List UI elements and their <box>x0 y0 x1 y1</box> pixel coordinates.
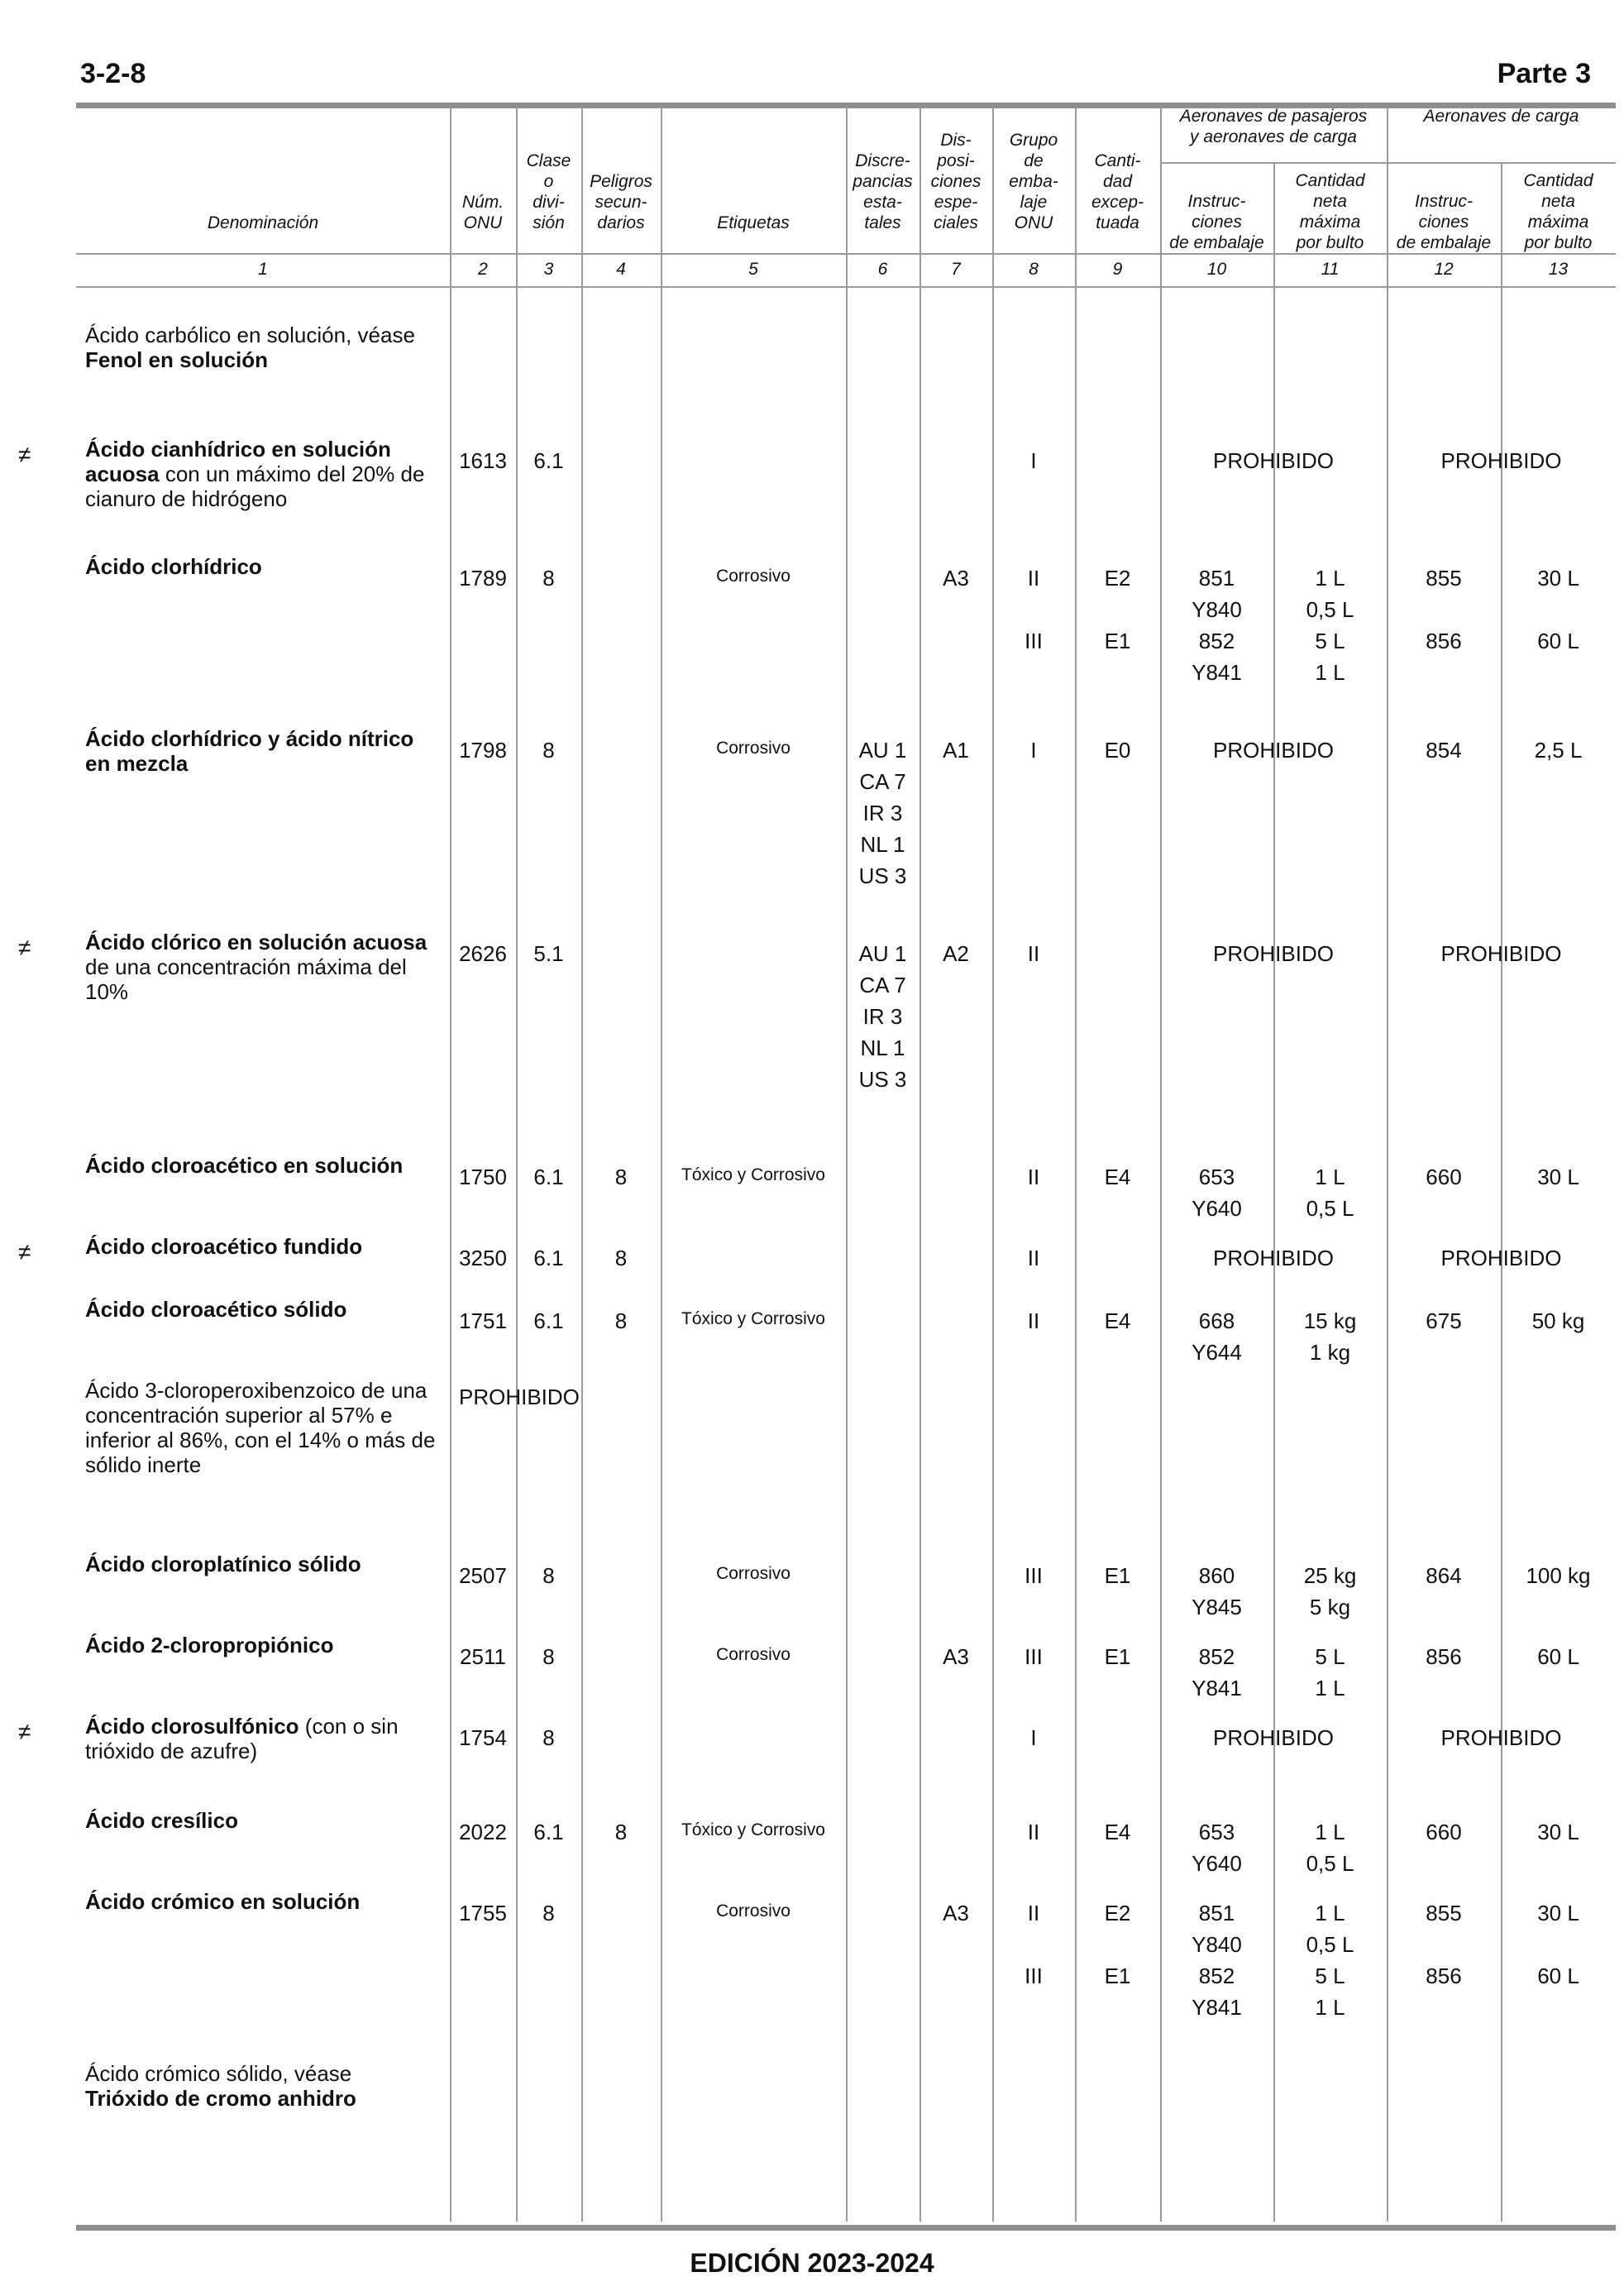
state-variations-line: CA 7 <box>859 973 906 997</box>
packing-instruction-passenger <box>1160 1560 1273 1623</box>
prohibido-label: PROHIBIDO <box>459 1385 580 1409</box>
class-division: 8 <box>542 1901 555 1925</box>
hazard-label: Tóxico y Corrosivo <box>681 1165 825 1184</box>
header-cantidad-neta-carga-line: neta <box>1541 192 1575 211</box>
prohibido-cargo: PROHIBIDO <box>1440 1725 1562 1750</box>
entry-name <box>85 1552 442 1576</box>
packing-instruction-passenger-line: 852 <box>1198 629 1235 653</box>
class-division: 5.1 <box>533 941 564 966</box>
entry-name <box>85 1378 442 1477</box>
entry-name <box>85 1714 442 1763</box>
max-net-quantity-passenger-line: 1 L <box>1315 1165 1345 1189</box>
entry-name-bold: Ácido cloroplatínico sólido <box>85 1552 361 1576</box>
entry-name <box>85 930 442 1004</box>
packing-instruction-cargo: 660 <box>1426 1820 1462 1844</box>
packing-group: II <box>1027 1820 1040 1844</box>
class-division: 6.1 <box>533 1308 564 1333</box>
header-instrucciones-pas-line: Instruc- <box>1187 192 1246 211</box>
header-cantidad-exceptuada-line: tuada <box>1096 213 1139 232</box>
header-peligros-line: secun- <box>595 193 647 212</box>
entry-name <box>85 323 442 372</box>
class-division: 8 <box>542 566 555 591</box>
column-number: 7 <box>951 260 961 279</box>
header-peligros <box>581 162 661 233</box>
class-division: 8 <box>542 1563 555 1588</box>
header-cantidad-neta-carga-line: por bulto <box>1524 233 1593 252</box>
header-num-onu <box>450 165 516 233</box>
header-grupo <box>992 117 1075 233</box>
max-net-quantity-passenger <box>1273 1305 1387 1368</box>
max-net-quantity-cargo: 30 L <box>1537 566 1579 591</box>
entry-name-bold: Ácido clorhídrico <box>85 554 262 579</box>
packing-instruction-cargo: 856 <box>1426 1644 1462 1669</box>
state-variations-line: AU 1 <box>858 738 907 763</box>
header-cantidad-neta-pas-line: neta <box>1313 192 1347 211</box>
max-net-quantity-passenger-line: 5 L <box>1315 1964 1345 1988</box>
column-number: 2 <box>478 260 488 279</box>
packing-group: II <box>1027 1901 1040 1925</box>
excepted-quantity: E1 <box>1104 629 1131 653</box>
state-variations-line: US 3 <box>858 863 907 888</box>
state-variations-line: CA 7 <box>859 769 906 794</box>
packing-instruction-passenger <box>1160 1816 1273 1879</box>
subsidiary-hazard: 8 <box>614 1246 628 1270</box>
state-variations-line: NL 1 <box>860 832 905 857</box>
entry-name-text: de una concentración máxima del 10% <box>85 954 407 1004</box>
packing-group: III <box>1025 629 1043 653</box>
class-division: 6.1 <box>533 448 564 473</box>
max-net-quantity-passenger-line: 0,5 L <box>1306 1196 1354 1221</box>
packing-instruction-cargo: 854 <box>1426 738 1462 763</box>
entry-name-bold: Ácido cianhídrico en solución acuosa <box>85 437 391 486</box>
column-number: 1 <box>258 260 268 279</box>
header-disposiciones-line: ciones <box>930 172 982 191</box>
max-net-quantity-passenger-line: 5 L <box>1315 1644 1345 1669</box>
class-division: 6.1 <box>533 1820 564 1844</box>
state-variations-line: AU 1 <box>858 941 907 966</box>
header-discrepancias <box>846 141 919 233</box>
entry-name <box>85 1153 442 1178</box>
header-etiquetas <box>661 165 846 233</box>
entry-name-bold: Ácido clórico en solución acuosa <box>85 930 427 954</box>
column-number: 6 <box>877 260 888 279</box>
class-division: 8 <box>542 1644 555 1669</box>
prohibido-passenger: PROHIBIDO <box>1213 738 1334 763</box>
max-net-quantity-passenger-line: 1 L <box>1315 1995 1345 2020</box>
packing-instruction-cargo: 660 <box>1426 1165 1462 1189</box>
header-peligros-line: Peligros <box>590 172 652 191</box>
packing-group: II <box>1027 1165 1040 1189</box>
entry-name <box>85 1808 442 1833</box>
packing-group: III <box>1025 1964 1043 1988</box>
class-division: 8 <box>542 738 555 763</box>
packing-group: II <box>1027 1246 1040 1270</box>
max-net-quantity-passenger-line: 5 kg <box>1309 1595 1351 1619</box>
un-number: 1613 <box>459 448 507 473</box>
entry-name-bold: Ácido clorosulfónico <box>85 1714 299 1739</box>
max-net-quantity-passenger-line: 25 kg <box>1303 1563 1357 1588</box>
header-grupo-line: de <box>1024 151 1044 170</box>
max-net-quantity-passenger-line: 1 kg <box>1309 1340 1351 1365</box>
column-number: 5 <box>748 260 758 279</box>
header-discrepancias-line: esta- <box>863 193 902 212</box>
header-cantidad-neta-pas-line: por bulto <box>1296 233 1364 252</box>
packing-instruction-passenger-line: 851 <box>1198 1901 1235 1925</box>
max-net-quantity-passenger-line: 5 L <box>1315 629 1345 653</box>
entry-name <box>85 2061 442 2111</box>
entry-name-text: con un máximo del 20% de cianuro de hidrógeno <box>85 462 425 511</box>
header-denominacion <box>76 165 450 233</box>
max-net-quantity-passenger <box>1273 1816 1387 1879</box>
hazard-label: Corrosivo <box>716 1901 791 1921</box>
max-net-quantity-passenger <box>1273 562 1387 625</box>
entry-name-bold: Ácido cloroacético sólido <box>85 1297 347 1322</box>
max-net-quantity-passenger-line: 0,5 L <box>1306 1932 1354 1957</box>
hazard-label: Tóxico y Corrosivo <box>681 1309 825 1328</box>
header-cantidad-exceptuada-line: dad <box>1102 172 1133 191</box>
header-disposiciones <box>919 117 992 233</box>
entry-name <box>85 1633 442 1657</box>
header-disposiciones-line: ciales <box>934 213 978 232</box>
entry-name-reference: Trióxido de cromo anhidro <box>85 2086 356 2111</box>
entry-name-text: Ácido crómico sólido, véase <box>85 2061 352 2086</box>
header-cantidad-neta-carga-line: Cantidad <box>1523 171 1593 190</box>
header-discrepancias-line: Discre- <box>855 151 910 170</box>
packing-group: I <box>1030 1725 1037 1750</box>
page-number: 3-2-8 <box>80 58 146 89</box>
entry-name-text: (con o sin trióxido de azufre) <box>85 1714 399 1763</box>
column-number: 11 <box>1321 260 1340 279</box>
column-number: 4 <box>616 260 626 279</box>
subsidiary-hazard: 8 <box>614 1165 628 1189</box>
hazard-label: Tóxico y Corrosivo <box>681 1820 825 1839</box>
packing-instruction-cargo: 856 <box>1426 1964 1462 1988</box>
prohibido-passenger: PROHIBIDO <box>1213 1246 1334 1270</box>
packing-instruction-passenger-line: 852 <box>1198 1964 1235 1988</box>
state-variations-line: IR 3 <box>862 1004 903 1029</box>
edition-footer: EDICIÓN 2023-2024 <box>690 2248 934 2278</box>
packing-instruction-passenger-line: Y845 <box>1192 1595 1242 1619</box>
header-denominacion-line: Denominación <box>207 213 319 232</box>
entry-name <box>85 1889 442 1914</box>
header-cantidad-exceptuada-line: Canti- <box>1094 151 1141 170</box>
hazard-label: Corrosivo <box>716 1564 791 1583</box>
special-provision: A3 <box>943 566 969 591</box>
entry-name-bold: Ácido cloroacético fundido <box>85 1234 363 1259</box>
max-net-quantity-cargo: 2,5 L <box>1534 738 1583 763</box>
packing-instruction-passenger-line: Y840 <box>1192 597 1242 622</box>
header-clase-line: divi- <box>533 193 565 212</box>
packing-group: II <box>1027 1308 1040 1333</box>
subsidiary-hazard: 8 <box>614 1308 628 1333</box>
packing-instruction-passenger-line: 653 <box>1198 1165 1235 1189</box>
entry-name-bold: Ácido cresílico <box>85 1808 238 1833</box>
change-mark: ≠ <box>18 1239 31 1265</box>
change-mark: ≠ <box>18 935 31 960</box>
class-division: 8 <box>542 1725 555 1750</box>
max-net-quantity-passenger-line: 1 L <box>1315 1676 1345 1700</box>
header-cantidad-neta-pas-line: Cantidad <box>1295 171 1365 190</box>
state-variations-line: NL 1 <box>860 1036 905 1060</box>
state-variations <box>846 938 919 1095</box>
max-net-quantity-cargo: 60 L <box>1537 1964 1579 1988</box>
special-provision: A2 <box>943 941 969 966</box>
packing-instruction-passenger <box>1160 1305 1273 1368</box>
hazard-label: Corrosivo <box>716 739 791 758</box>
column-number: 3 <box>543 260 554 279</box>
header-etiquetas-line: Etiquetas <box>717 213 790 232</box>
excepted-quantity: E1 <box>1104 1563 1131 1588</box>
header-disposiciones-line: espe- <box>934 193 978 212</box>
entry-name <box>85 726 442 776</box>
max-net-quantity-passenger-line: 0,5 L <box>1306 597 1354 622</box>
header-peligros-line: darios <box>597 213 645 232</box>
excepted-quantity: E2 <box>1104 566 1131 591</box>
max-net-quantity-cargo: 30 L <box>1537 1165 1579 1189</box>
state-variations <box>846 734 919 892</box>
max-net-quantity-passenger-line: 1 L <box>1315 1820 1345 1844</box>
max-net-quantity-cargo: 60 L <box>1537 1644 1579 1669</box>
header-clase-line: sión <box>533 213 565 232</box>
packing-instruction-passenger <box>1160 625 1273 688</box>
subsidiary-hazard: 8 <box>614 1820 628 1844</box>
max-net-quantity-passenger <box>1273 1560 1387 1623</box>
packing-instruction-passenger-line: 668 <box>1198 1308 1235 1333</box>
excepted-quantity: E2 <box>1104 1901 1131 1925</box>
column-number: 12 <box>1434 260 1454 279</box>
packing-group: I <box>1030 448 1037 473</box>
un-number: 1798 <box>459 738 507 763</box>
header-instrucciones-pas <box>1160 165 1273 253</box>
special-provision: A1 <box>943 738 969 763</box>
header-cantidad-neta-carga <box>1501 162 1616 253</box>
special-provision: A3 <box>943 1901 969 1925</box>
header-cantidad-neta-pas <box>1273 162 1387 253</box>
header-grupo-line: Grupo <box>1009 131 1058 150</box>
max-net-quantity-passenger-line: 1 L <box>1315 1901 1345 1925</box>
state-variations-line: IR 3 <box>862 801 903 825</box>
header-num-onu-line: ONU <box>463 213 503 232</box>
un-number: 1750 <box>459 1165 507 1189</box>
packing-instruction-passenger-line: 860 <box>1198 1563 1235 1588</box>
header-num-onu-line: Núm. <box>461 193 504 212</box>
max-net-quantity-cargo: 30 L <box>1537 1901 1579 1925</box>
un-number: 1754 <box>459 1725 507 1750</box>
header-clase-line: o <box>543 172 554 191</box>
prohibido-cargo: PROHIBIDO <box>1440 941 1562 966</box>
change-mark: ≠ <box>18 1719 31 1744</box>
entry-name-bold: Ácido 2-cloropropiónico <box>85 1633 334 1657</box>
packing-instruction-passenger-line: Y841 <box>1192 660 1242 685</box>
max-net-quantity-cargo: 60 L <box>1537 629 1579 653</box>
packing-instruction-passenger <box>1160 562 1273 625</box>
packing-group: III <box>1025 1644 1043 1669</box>
column-number: 13 <box>1548 260 1569 279</box>
header-grupo-line: ONU <box>1014 213 1053 232</box>
header-clase-line: Clase <box>526 151 571 170</box>
class-division: 6.1 <box>533 1165 564 1189</box>
header-cantidad-neta-pas-line: máxima <box>1299 213 1361 232</box>
hazard-label: Corrosivo <box>716 567 791 586</box>
packing-instruction-cargo: 856 <box>1426 629 1462 653</box>
excepted-quantity: E4 <box>1104 1165 1131 1189</box>
excepted-quantity: E1 <box>1104 1964 1131 1988</box>
excepted-quantity: E4 <box>1104 1820 1131 1844</box>
header-group-pasajeros-line: y aeronaves de carga <box>1190 127 1357 146</box>
packing-instruction-passenger-line: 852 <box>1198 1644 1235 1669</box>
packing-instruction-passenger <box>1160 1641 1273 1704</box>
header-instrucciones-carga-line: ciones <box>1418 213 1469 232</box>
un-number: 2507 <box>459 1563 507 1588</box>
max-net-quantity-passenger-line: 1 L <box>1315 566 1345 591</box>
packing-instruction-passenger <box>1160 1897 1273 1960</box>
max-net-quantity-cargo: 50 kg <box>1531 1308 1585 1333</box>
max-net-quantity-passenger-line: 15 kg <box>1303 1308 1357 1333</box>
header-grupo-line: laje <box>1020 193 1048 212</box>
excepted-quantity: E4 <box>1104 1308 1131 1333</box>
packing-instruction-passenger-line: Y840 <box>1192 1932 1242 1957</box>
bottom-rule <box>76 2225 1616 2231</box>
entry-name-text: Ácido carbólico en solución, véase <box>85 323 415 347</box>
packing-instruction-passenger-line: Y640 <box>1192 1196 1242 1221</box>
packing-group: II <box>1027 566 1040 591</box>
change-mark: ≠ <box>18 442 31 467</box>
packing-group: II <box>1027 941 1040 966</box>
max-net-quantity-passenger <box>1273 1897 1387 1960</box>
prohibido-passenger: PROHIBIDO <box>1213 1725 1334 1750</box>
max-net-quantity-passenger <box>1273 1960 1387 2023</box>
header-instrucciones-carga-line: Instruc- <box>1414 192 1473 211</box>
packing-instruction-passenger-line: Y841 <box>1192 1676 1242 1700</box>
entry-name <box>85 1297 442 1322</box>
max-net-quantity-passenger-line: 1 L <box>1315 660 1345 685</box>
header-instrucciones-pas-line: ciones <box>1192 213 1242 232</box>
entry-name-reference: Fenol en solución <box>85 347 269 372</box>
packing-instruction-passenger <box>1160 1960 1273 2023</box>
state-variations-line: US 3 <box>858 1067 907 1092</box>
entry-name <box>85 437 442 511</box>
max-net-quantity-passenger <box>1273 1641 1387 1704</box>
un-number: 1755 <box>459 1901 507 1925</box>
header-group-carga: Aeronaves de carga <box>1423 107 1579 126</box>
header-instrucciones-pas-line: de embalaje <box>1169 233 1264 252</box>
max-net-quantity-passenger-line: 0,5 L <box>1306 1851 1354 1876</box>
column-number: 9 <box>1112 260 1123 279</box>
excepted-quantity: E0 <box>1104 738 1131 763</box>
part-title: Parte 3 <box>1497 58 1591 89</box>
un-number: 2022 <box>459 1820 507 1844</box>
header-clase <box>516 141 581 233</box>
packing-group: I <box>1030 738 1037 763</box>
header-group-pasajeros-line: Aeronaves de pasajeros <box>1179 107 1368 126</box>
prohibido-cargo: PROHIBIDO <box>1440 1246 1562 1270</box>
header-disposiciones-line: Dis- <box>940 131 972 150</box>
header-cantidad-exceptuada <box>1075 141 1160 233</box>
header-cantidad-neta-carga-line: máxima <box>1527 213 1589 232</box>
prohibido-cargo: PROHIBIDO <box>1440 448 1562 473</box>
grid-hline <box>76 253 1616 255</box>
grid-vline <box>846 106 848 2222</box>
prohibido-passenger: PROHIBIDO <box>1213 941 1334 966</box>
column-number: 8 <box>1029 260 1039 279</box>
entry-name-bold: Ácido crómico en solución <box>85 1889 361 1914</box>
un-number: 1751 <box>459 1308 507 1333</box>
header-grupo-line: emba- <box>1009 172 1058 191</box>
header-discrepancias-line: tales <box>864 213 901 232</box>
packing-group: III <box>1025 1563 1043 1588</box>
entry-name-bold: Ácido cloroacético en solución <box>85 1153 404 1178</box>
packing-instruction-passenger-line: Y640 <box>1192 1851 1242 1876</box>
entry-name <box>85 554 442 579</box>
header-discrepancias-line: pancias <box>853 172 913 191</box>
class-division: 6.1 <box>533 1246 564 1270</box>
packing-instruction-passenger-line: 653 <box>1198 1820 1235 1844</box>
un-number: 2626 <box>459 941 507 966</box>
hazard-label: Corrosivo <box>716 1645 791 1664</box>
header-disposiciones-line: posi- <box>937 151 975 170</box>
header-instrucciones-carga <box>1387 165 1501 253</box>
header-cantidad-exceptuada-line: excep- <box>1091 193 1144 212</box>
max-net-quantity-passenger <box>1273 1161 1387 1224</box>
column-number: 10 <box>1206 260 1227 279</box>
packing-instruction-cargo: 675 <box>1426 1308 1462 1333</box>
prohibido-passenger: PROHIBIDO <box>1213 448 1334 473</box>
packing-instruction-cargo: 855 <box>1426 566 1462 591</box>
entry-name-bold: Ácido clorhídrico y ácido nítrico en mezcla <box>85 726 414 776</box>
entry-name <box>85 1234 442 1259</box>
un-number: 3250 <box>459 1246 507 1270</box>
max-net-quantity-cargo: 30 L <box>1537 1820 1579 1844</box>
grid-hline <box>76 286 1616 288</box>
excepted-quantity: E1 <box>1104 1644 1131 1669</box>
max-net-quantity-passenger <box>1273 625 1387 688</box>
packing-instruction-cargo: 864 <box>1426 1563 1462 1588</box>
packing-instruction-passenger <box>1160 1161 1273 1224</box>
max-net-quantity-cargo: 100 kg <box>1526 1563 1591 1588</box>
un-number: 1789 <box>459 566 507 591</box>
packing-instruction-passenger-line: Y841 <box>1192 1995 1242 2020</box>
header-group-pasajeros <box>1160 106 1387 147</box>
header-instrucciones-carga-line: de embalaje <box>1396 233 1492 252</box>
special-provision: A3 <box>943 1644 969 1669</box>
packing-instruction-cargo: 855 <box>1426 1901 1462 1925</box>
entry-name-text: Ácido 3-cloroperoxibenzoico de una concentración superior al 57% e inferior al 86%, con el 14% o más de sólido inerte <box>85 1378 436 1477</box>
packing-instruction-passenger-line: Y644 <box>1192 1340 1242 1365</box>
un-number: 2511 <box>460 1644 506 1669</box>
packing-instruction-passenger-line: 851 <box>1198 566 1235 591</box>
